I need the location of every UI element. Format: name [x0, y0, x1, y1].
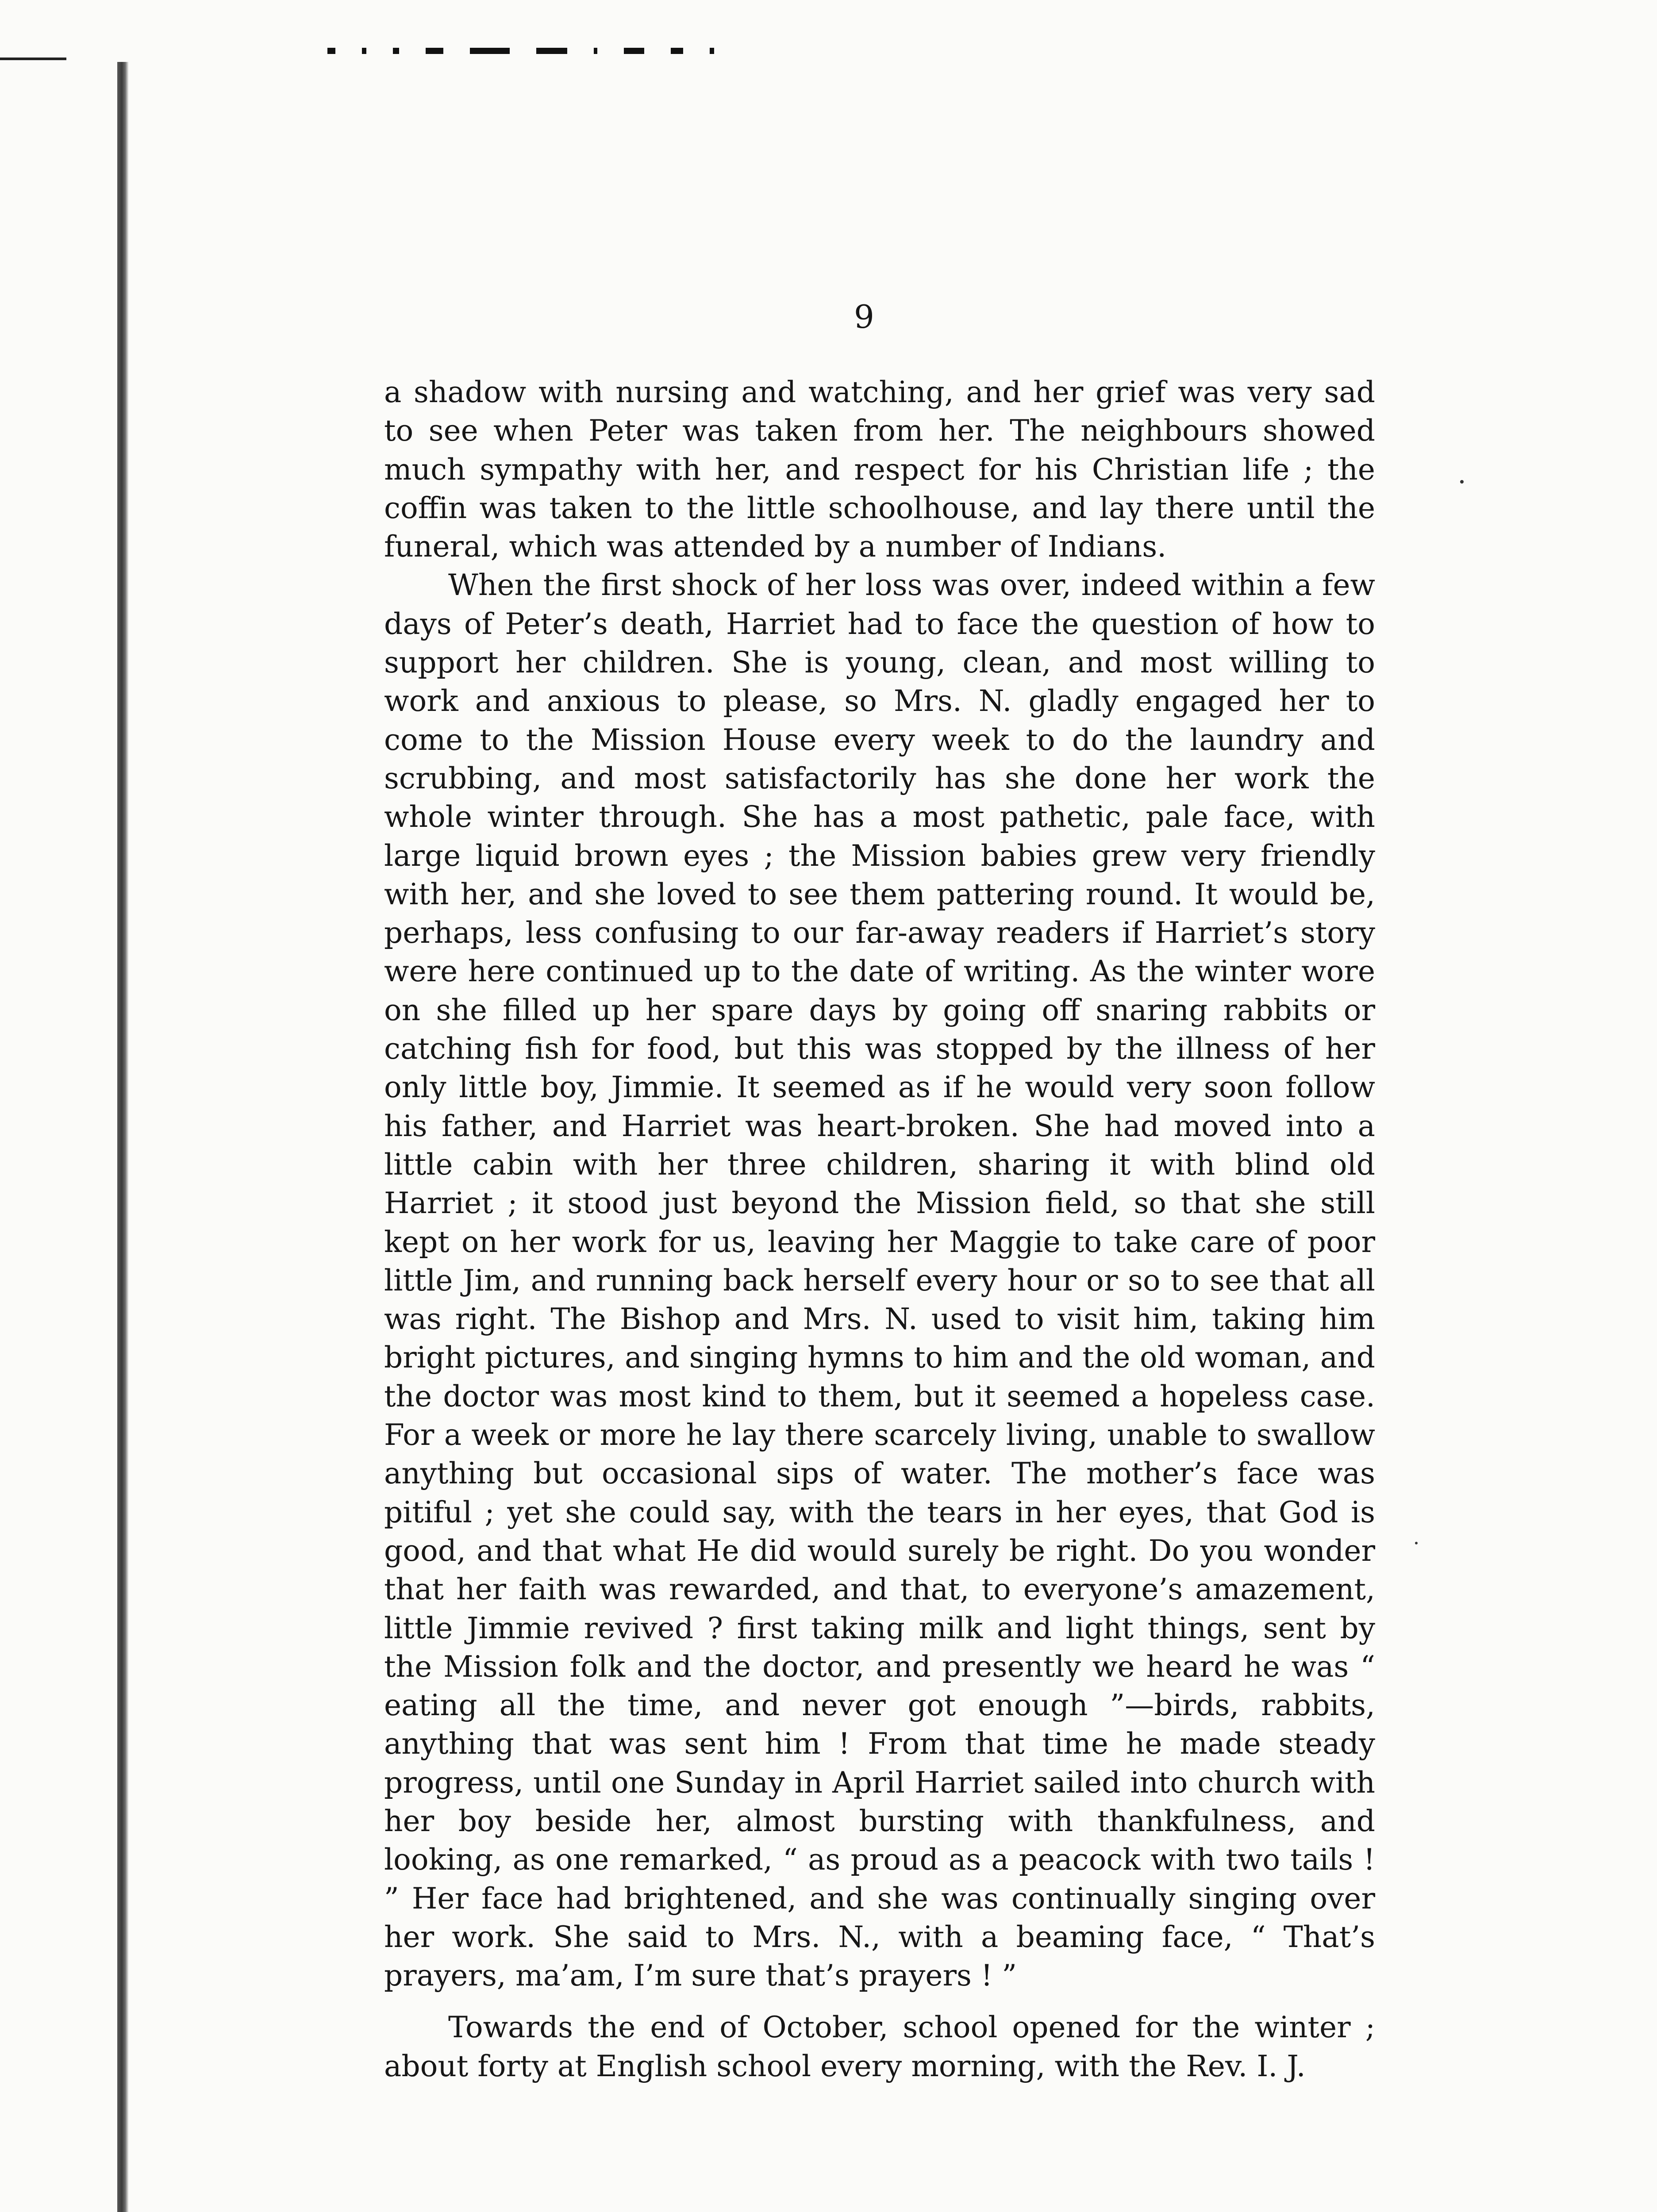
- paragraph: Towards the end of October, school opened for the winter ; about forty at English school every morning, with the Rev. I. J.: [384, 2010, 1375, 2083]
- binding-edge: [117, 62, 129, 2212]
- scan-speck: [1460, 480, 1464, 484]
- scan-artifact-marks: [327, 46, 991, 56]
- paragraph: a shadow with nursing and watching, and her grief was very sad to see when Peter was taken from her. The neighbours showed much sympathy with her, and respect for his Christian life ; the coffin was taken to the little schoolhouse, and lay there until the funeral, which was attended by a number of Indians.: [384, 375, 1375, 564]
- paragraph: When the first shock of her loss was over, indeed within a few days of Peter’s death, Harriet had to face the question of how to support her children. She is young, clean, and most willing to work and anxious to please, so Mrs. N. gladly engaged her to come to the Mission House every week to do the laundry and scrubbing, and most satisfactorily has she done her work the whole winter through. She has a most pathetic, pale face, with large liquid brown eyes ; the Mission babies grew very friendly with her, and she loved to see them pattering round. It would be, perhaps, less confusing to our far-away readers if Harriet’s story were here continued up to the date of writing. As the winter wore on she filled up her spare days by going off snaring rabbits or catching fish for food, but this was stopped by the illness of her only little boy, Jimmie. It seemed as if he would very soon follow his father, and Harriet was heart-broken. She had moved into a little cabin with her three children, sharing it with blind old Harriet ; it stood just beyond the Mission field, so that she still kept on her work for us, leaving her Maggie to take care of poor little Jim, and running back herself every hour or so to see that all was right. The Bishop and Mrs. N. used to visit him, taking him bright pictures, and singing hymns to him and the old woman, and the doctor was most kind to them, but it seemed a hopeless case. For a week or more he lay there scarcely living, unable to swallow anything but occasional sips of water. The mother’s face was pitiful ; yet she could say, with the tears in her eyes, that God is good, and that what He did would surely be right. Do you wonder that her faith was rewarded, and that, to everyone’s amazement, little Jimmie revived ? first taking milk and light things, sent by the Mission folk and the doctor, and presently we heard he was “ eating all the time, and never got enough ”—birds, rabbits, anything that was sent him ! From that time he made steady progress, until one Sunday in April Harriet sailed into church with her boy beside her, almost bursting with thankfulness, and looking, as one remarked, “ as proud as a peacock with two tails ! ” Her face had brightened, and she was continually singing over her work. She said to Mrs. N., with a beaming face, “ That’s prayers, ma’am, I’m sure that’s prayers ! ”: [384, 568, 1375, 1993]
- page-number: 9: [854, 298, 874, 335]
- scan-edge-mark: [0, 58, 66, 60]
- body-text: [384, 373, 1375, 2085]
- scan-speck: [1415, 1542, 1418, 1544]
